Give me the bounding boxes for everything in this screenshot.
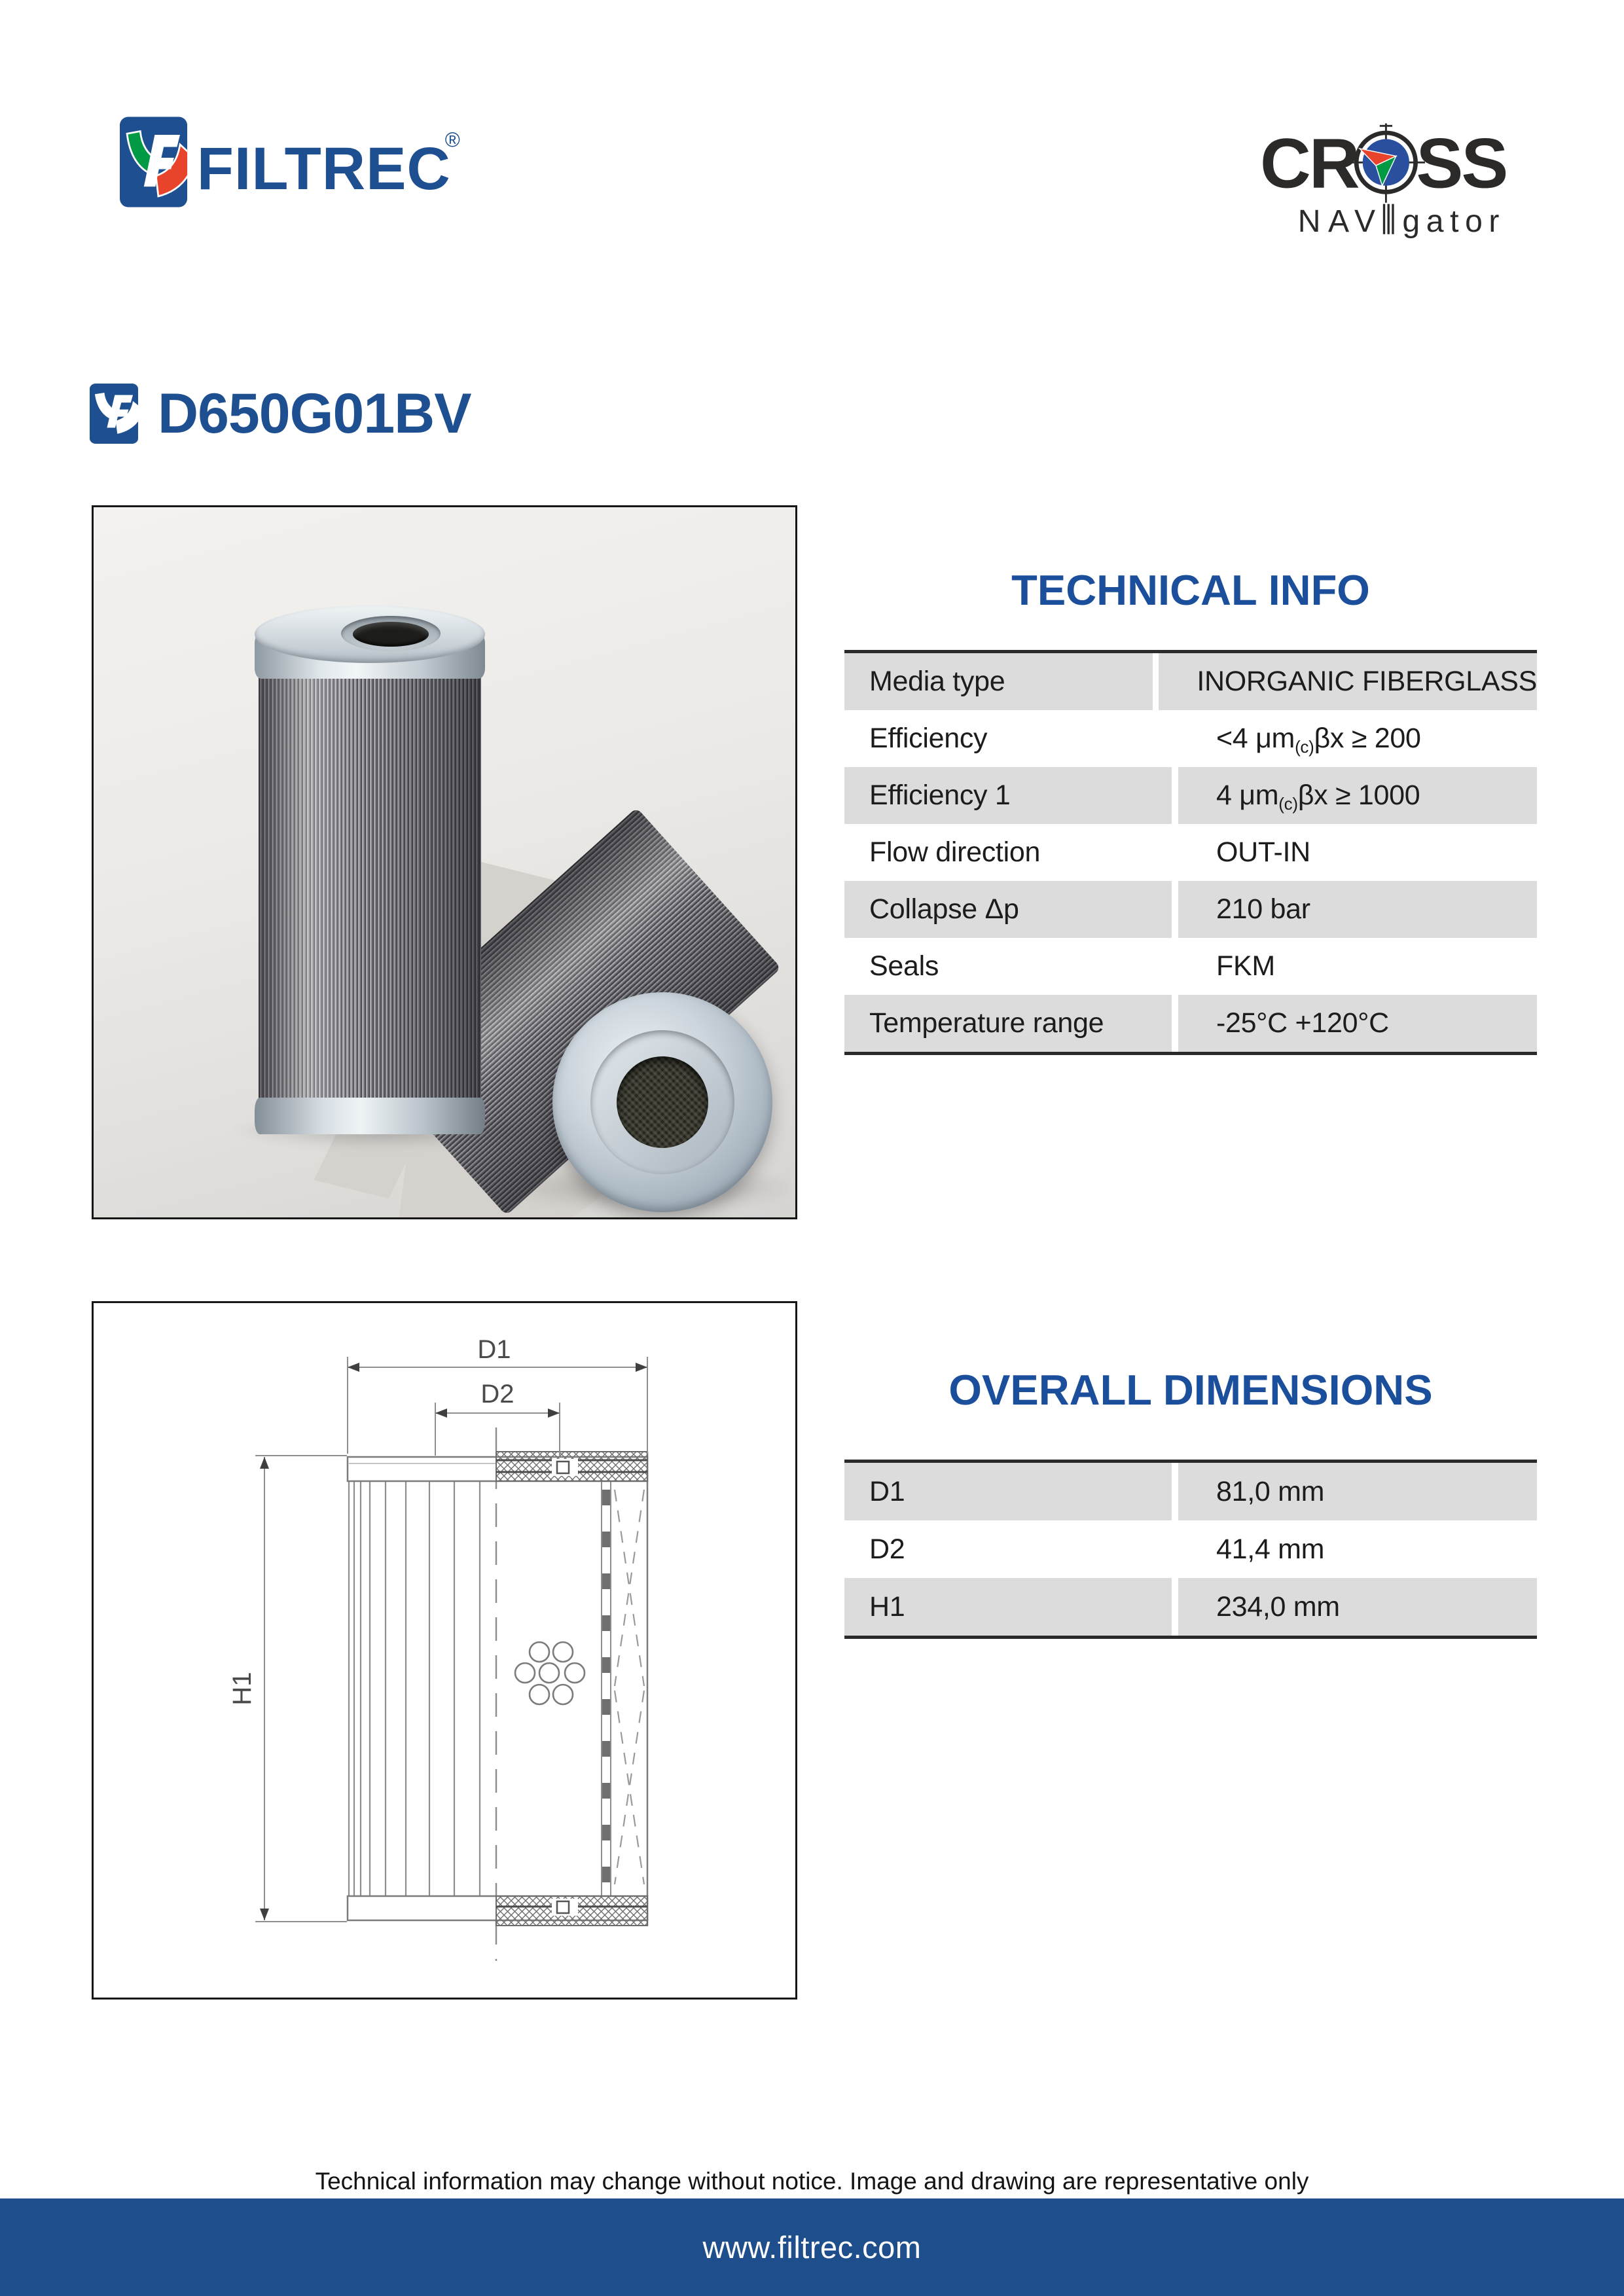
filtrec-f-icon [120, 117, 194, 207]
row-label: Efficiency 1 [844, 767, 1172, 824]
lying-filter-endcap [552, 992, 772, 1212]
dimension-drawing-panel [92, 1301, 797, 2000]
row-value: FKM [1178, 938, 1537, 995]
registered-mark: ® [444, 128, 460, 152]
dimension-drawing [94, 1303, 795, 1998]
row-value: <4 μm (c) βx ≥ 200 [1178, 710, 1537, 767]
product-title-row [90, 382, 471, 445]
filtrec-logo-text: FILTREC [196, 135, 451, 202]
table-row [844, 710, 1537, 767]
vertical-filter-element [259, 676, 481, 1102]
row-label: D2 [844, 1520, 1172, 1578]
row-label: Efficiency [844, 710, 1172, 767]
vertical-filter-bottom-cap [255, 1098, 485, 1134]
row-value: 41,4 mm [1178, 1520, 1537, 1578]
row-label: Temperature range [844, 995, 1172, 1052]
row-value: 4 μm (c) βx ≥ 1000 [1178, 767, 1537, 824]
cross-navigator-logo [1260, 123, 1525, 240]
row-value: INORGANIC FIBERGLASS [1159, 653, 1537, 710]
filtrec-logo [120, 110, 481, 213]
technical-info-title: TECHNICAL INFO [1011, 566, 1370, 614]
footer-bar [0, 2198, 1624, 2296]
vertical-filter-hole [353, 622, 429, 647]
product-photo-panel [92, 505, 797, 1219]
table-row [844, 1463, 1537, 1520]
nav-text-right: gator [1402, 203, 1506, 239]
website-url[interactable]: www.filtrec.com [702, 2230, 922, 2265]
dimensions-table [844, 1460, 1537, 1639]
row-value: OUT-IN [1178, 824, 1537, 881]
row-label: Flow direction [844, 824, 1172, 881]
row-label: D1 [844, 1463, 1172, 1520]
table-row [844, 653, 1537, 710]
dim-label-d1: D1 [477, 1335, 511, 1364]
nav-text-left: NAV [1297, 203, 1383, 239]
table-row [844, 1520, 1537, 1578]
dim-label-h1: H1 [228, 1672, 257, 1706]
row-value: 81,0 mm [1178, 1463, 1537, 1520]
row-label: H1 [844, 1578, 1172, 1636]
row-label: Media type [844, 653, 1153, 710]
compass-icon [1347, 124, 1425, 203]
row-value: 234,0 mm [1178, 1578, 1537, 1636]
cross-text-right: SS [1416, 123, 1507, 203]
technical-info-table [844, 650, 1537, 1055]
table-row [844, 1578, 1537, 1636]
overall-dimensions-title: OVERALL DIMENSIONS [948, 1366, 1433, 1414]
row-label: Seals [844, 938, 1172, 995]
table-row [844, 824, 1537, 881]
cross-text-left: CR [1260, 123, 1358, 203]
row-label: Collapse Δp [844, 881, 1172, 938]
table-row [844, 881, 1537, 938]
dim-label-d2: D2 [480, 1380, 514, 1408]
table-row [844, 767, 1537, 824]
row-value: 210 bar [1178, 881, 1537, 938]
table-row [844, 938, 1537, 995]
table-row [844, 995, 1537, 1052]
magnifier-handle-icon [1384, 204, 1392, 234]
page-title: D650G01BV [158, 382, 471, 445]
footer-note: Technical information may change without notice. Image and drawing are representative only [315, 2168, 1309, 2195]
row-value: -25°C +120°C [1178, 995, 1537, 1052]
product-code-icon [90, 384, 138, 444]
